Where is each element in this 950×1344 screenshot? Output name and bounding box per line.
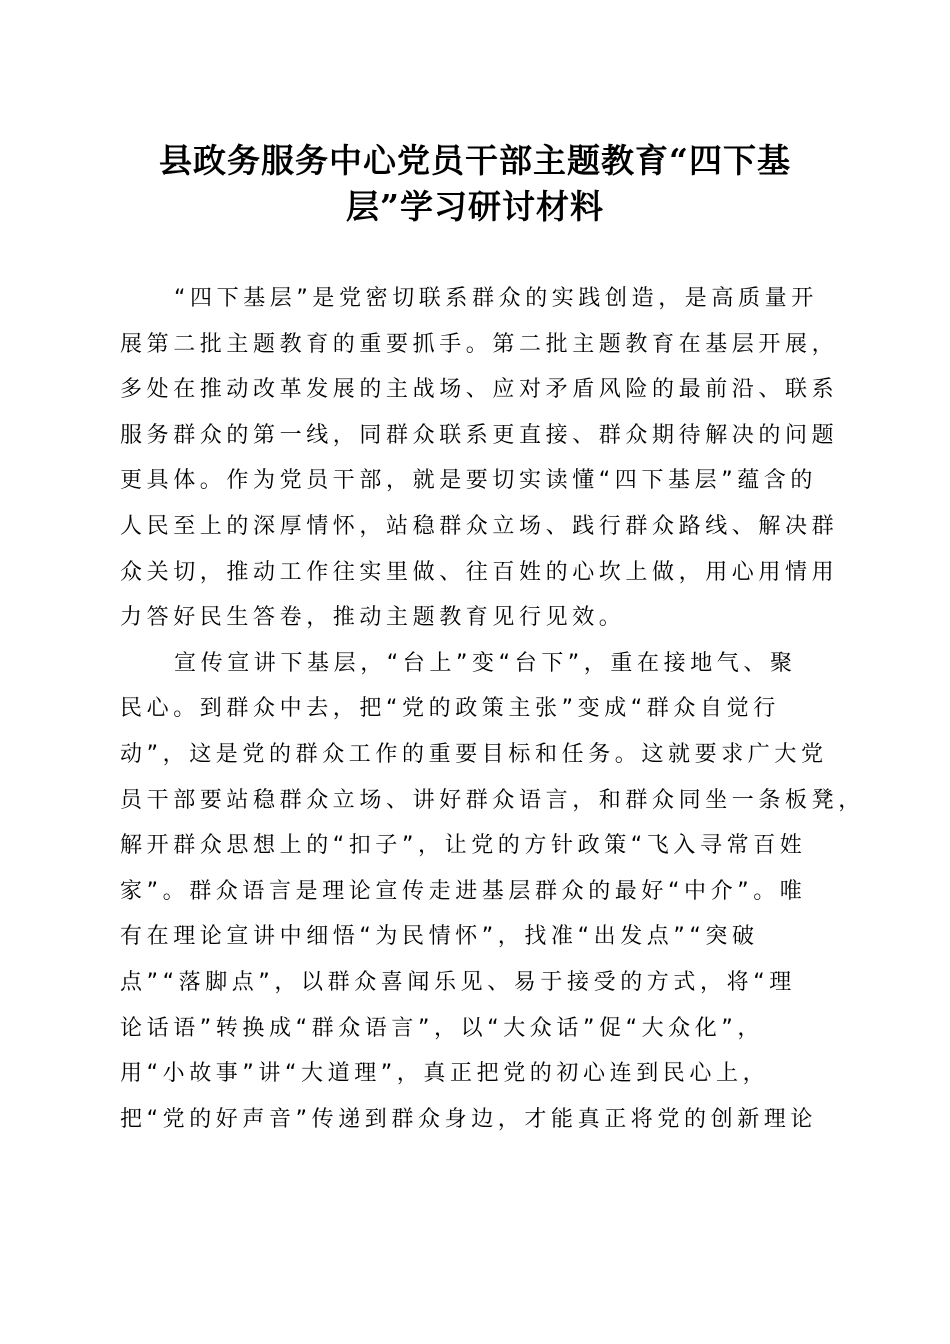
text-line: 多处在推动改革发展的主战场、应对矛盾风险的最前沿、联系 xyxy=(120,377,839,403)
text-line: 家”。群众语言是理论宣传走进基层群众的最好“中介”。唯 xyxy=(120,878,807,904)
text-line: 民心。到群众中去，把“党的政策主张”变成“群众自觉行 xyxy=(120,696,780,722)
paragraph-2 xyxy=(120,641,865,1143)
text-line: 点”“落脚点”，以群众喜闻乐见、易于接受的方式，将“理 xyxy=(120,969,796,995)
text-line: 员干部要站稳群众立场、讲好群众语言，和群众同坐一条板凳， xyxy=(120,787,865,813)
text-line: 展第二批主题教育的重要抓手。第二批主题教育在基层开展， xyxy=(120,331,839,357)
text-line: 力答好民生答卷，推动主题教育见行见效。 xyxy=(120,605,626,631)
text-line: 把“党的好声音”传递到群众身边，才能真正将党的创新理论 xyxy=(120,1106,817,1132)
text-line: 众关切，推动工作往实里做、往百姓的心坎上做，用心用情用 xyxy=(120,559,839,585)
text-line: 动”，这是党的群众工作的重要目标和任务。这就要求广大党 xyxy=(120,741,828,767)
paragraph-1 xyxy=(120,276,839,641)
text-line: 有在理论宣讲中细悟“为民情怀”，找准“出发点”“突破 xyxy=(120,924,759,950)
text-line: 论话语”转换成“群众语言”，以“大众话”促“大众化”， xyxy=(120,1015,764,1041)
document-body xyxy=(120,276,865,1142)
title-line: 层”学习研讨材料 xyxy=(346,187,604,226)
text-line: 人民至上的深厚情怀，站稳群众立场、践行群众路线、解决群 xyxy=(120,513,839,539)
document-title xyxy=(100,138,850,230)
text-line: “四下基层”是党密切联系群众的实践创造，是高质量开 xyxy=(174,286,818,311)
text-line: 宣传宣讲下基层，“台上”变“台下”，重在接地气、聚 xyxy=(174,650,797,676)
text-line: 解开群众思想上的“扣子”，让党的方针政策“飞入寻常百姓 xyxy=(120,833,807,859)
text-line: 服务群众的第一线，同群众联系更直接、群众期待解决的问题 xyxy=(120,422,839,448)
title-line: 县政务服务中心党员干部主题教育“四下基 xyxy=(159,141,791,180)
text-line: 更具体。作为党员干部，就是要切实读懂“四下基层”蕴含的 xyxy=(120,468,817,494)
text-line: 用“小故事”讲“大道理”，真正把党的初心连到民心上， xyxy=(120,1061,770,1087)
